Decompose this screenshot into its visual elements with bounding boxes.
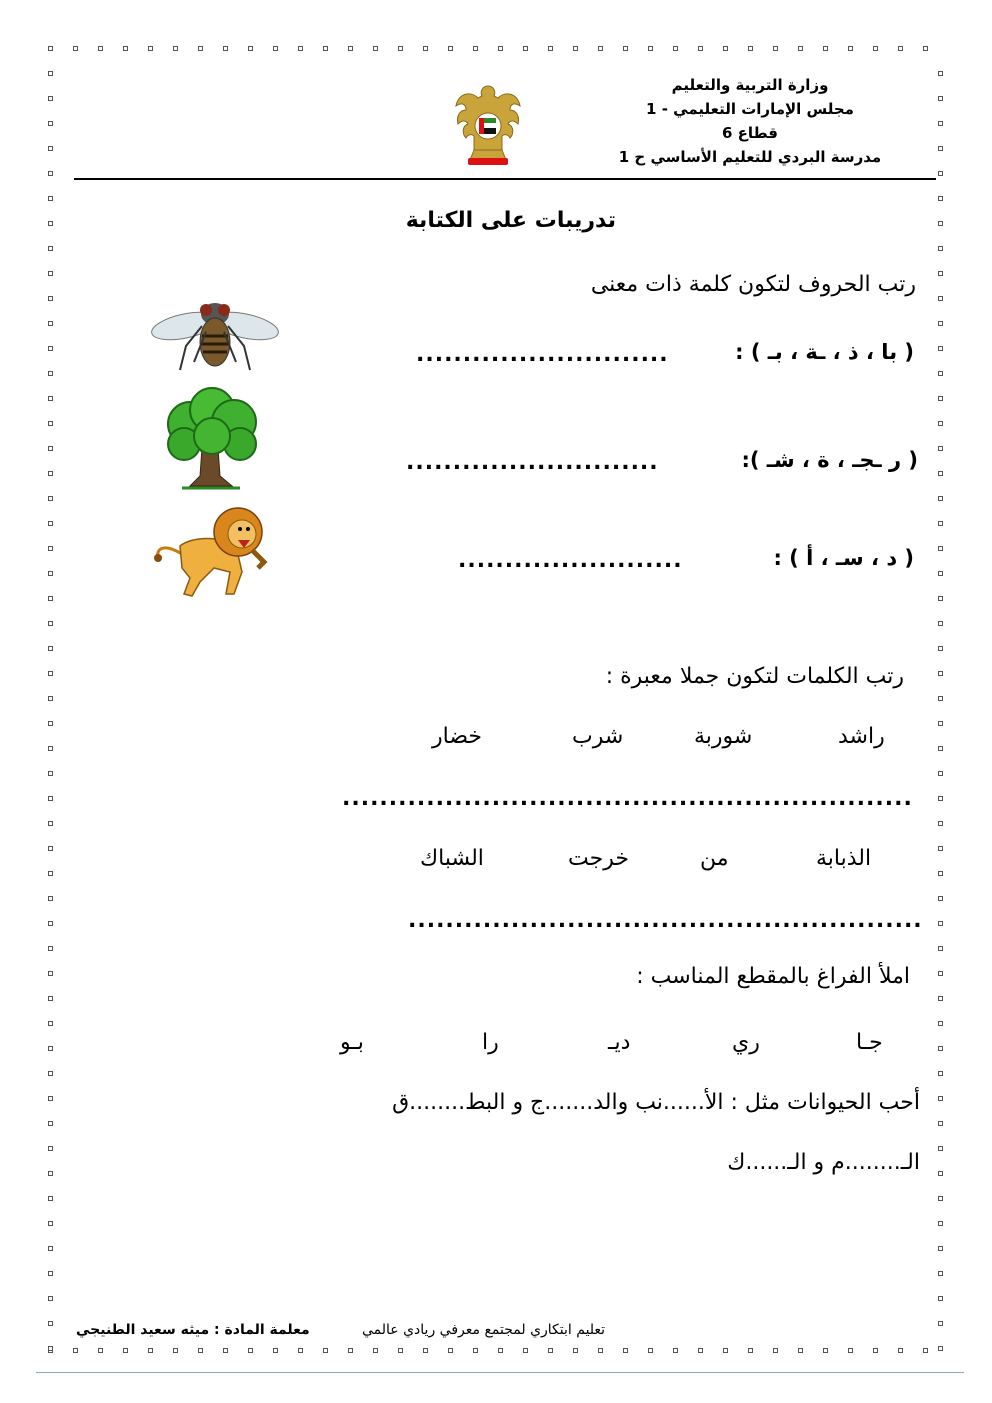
border-square bbox=[323, 46, 328, 51]
border-square bbox=[938, 1021, 943, 1026]
syllable-4: را bbox=[482, 1030, 499, 1055]
border-square bbox=[748, 46, 753, 51]
border-square bbox=[373, 1348, 378, 1353]
border-square bbox=[938, 221, 943, 226]
lion-image bbox=[152, 502, 274, 600]
border-square bbox=[98, 46, 103, 51]
border-square bbox=[938, 596, 943, 601]
border-square bbox=[848, 1348, 853, 1353]
border-square bbox=[398, 46, 403, 51]
border-square bbox=[123, 46, 128, 51]
border-square bbox=[48, 496, 53, 501]
border-square bbox=[448, 1348, 453, 1353]
fly-image bbox=[150, 292, 280, 384]
border-square bbox=[938, 321, 943, 326]
border-square bbox=[223, 46, 228, 51]
border-square bbox=[223, 1348, 228, 1353]
border-square bbox=[48, 746, 53, 751]
border-square bbox=[273, 46, 278, 51]
footer-motto: تعليم ابتكاري لمجتمع معرفي ريادي عالمي bbox=[362, 1322, 606, 1338]
border-square bbox=[48, 221, 53, 226]
border-square bbox=[498, 46, 503, 51]
border-square bbox=[623, 46, 628, 51]
border-square bbox=[48, 1346, 53, 1351]
border-square bbox=[48, 871, 53, 876]
falcon-emblem-icon bbox=[452, 80, 524, 168]
answer-blank-2[interactable]: ........................... bbox=[406, 450, 659, 475]
word-2-4: الشباك bbox=[420, 846, 484, 871]
border-square bbox=[938, 521, 943, 526]
border-square bbox=[938, 196, 943, 201]
border-square bbox=[938, 846, 943, 851]
border-square bbox=[938, 496, 943, 501]
border-square bbox=[148, 46, 153, 51]
border-square bbox=[938, 946, 943, 951]
section1-instruction: رتب الحروف لتكون كلمة ذات معنى bbox=[590, 272, 916, 297]
border-square bbox=[673, 46, 678, 51]
border-square bbox=[48, 1021, 53, 1026]
border-square bbox=[48, 46, 53, 51]
border-square bbox=[98, 1348, 103, 1353]
sentence-blank-2[interactable]: ....................................................... bbox=[408, 908, 923, 933]
border-square bbox=[48, 1096, 53, 1101]
border-square bbox=[938, 896, 943, 901]
tree-icon bbox=[160, 386, 262, 492]
border-square bbox=[48, 571, 53, 576]
border-square bbox=[938, 396, 943, 401]
section2-instruction: رتب الكلمات لتكون جملا معبرة : bbox=[605, 664, 904, 689]
fill-sentence-1[interactable]: أحب الحيوانات مثل : الأ......نب والد.......ج و البط........ق bbox=[392, 1090, 920, 1115]
border-square bbox=[773, 1348, 778, 1353]
border-square bbox=[773, 46, 778, 51]
border-square bbox=[938, 71, 943, 76]
border-square bbox=[48, 796, 53, 801]
border-square bbox=[938, 996, 943, 1001]
border-square bbox=[48, 96, 53, 101]
border-square bbox=[938, 1271, 943, 1276]
border-square bbox=[648, 1348, 653, 1353]
page-title: تدريبات على الكتابة bbox=[405, 208, 616, 233]
border-square bbox=[448, 46, 453, 51]
border-square bbox=[798, 46, 803, 51]
border-square bbox=[938, 1196, 943, 1201]
border-square bbox=[248, 1348, 253, 1353]
word-2-1: الذبابة bbox=[816, 846, 872, 871]
border-square bbox=[548, 46, 553, 51]
border-square bbox=[938, 146, 943, 151]
border-square bbox=[48, 246, 53, 251]
border-square bbox=[938, 1096, 943, 1101]
border-square bbox=[48, 671, 53, 676]
border-square bbox=[673, 1348, 678, 1353]
border-square bbox=[48, 1146, 53, 1151]
border-square bbox=[823, 46, 828, 51]
border-square bbox=[923, 46, 928, 51]
border-square bbox=[573, 1348, 578, 1353]
border-square bbox=[398, 1348, 403, 1353]
border-square bbox=[48, 1321, 53, 1326]
bottom-rule bbox=[36, 1372, 964, 1373]
border-square bbox=[48, 1071, 53, 1076]
border-square bbox=[48, 1171, 53, 1176]
border-square bbox=[48, 1271, 53, 1276]
border-square bbox=[48, 171, 53, 176]
border-square bbox=[823, 1348, 828, 1353]
border-square bbox=[938, 346, 943, 351]
sentence-blank-1[interactable]: ............................................................. bbox=[342, 786, 913, 811]
border-square bbox=[938, 746, 943, 751]
footer-teacher: معلمة المادة : ميثه سعيد الطنيجي bbox=[76, 1322, 310, 1338]
border-square bbox=[938, 1221, 943, 1226]
border-square bbox=[273, 1348, 278, 1353]
border-square bbox=[938, 621, 943, 626]
border-square bbox=[373, 46, 378, 51]
border-square bbox=[48, 521, 53, 526]
border-square bbox=[48, 771, 53, 776]
border-square bbox=[348, 1348, 353, 1353]
border-square bbox=[48, 996, 53, 1001]
border-square bbox=[48, 371, 53, 376]
border-square bbox=[498, 1348, 503, 1353]
border-square bbox=[938, 1071, 943, 1076]
word-2-3: خرجت bbox=[568, 846, 629, 871]
syllable-2: ري bbox=[732, 1030, 760, 1055]
border-square bbox=[473, 46, 478, 51]
header-divider bbox=[74, 178, 936, 180]
border-square bbox=[48, 1196, 53, 1201]
border-square bbox=[898, 46, 903, 51]
border-square bbox=[938, 96, 943, 101]
border-square bbox=[723, 46, 728, 51]
border-square bbox=[48, 121, 53, 126]
border-square bbox=[698, 1348, 703, 1353]
word-2-2: من bbox=[700, 846, 729, 871]
border-square bbox=[48, 1246, 53, 1251]
header-line-4: مدرسة البردي للتعليم الأساسي ح 1 bbox=[618, 148, 882, 166]
border-square bbox=[938, 1171, 943, 1176]
border-square bbox=[48, 621, 53, 626]
border-square bbox=[938, 371, 943, 376]
border-square bbox=[48, 346, 53, 351]
word-1-3: شرب bbox=[572, 724, 624, 749]
border-square bbox=[48, 596, 53, 601]
border-square bbox=[523, 1348, 528, 1353]
border-square bbox=[748, 1348, 753, 1353]
border-square bbox=[48, 846, 53, 851]
section3-instruction: املأ الفراغ بالمقطع المناسب : bbox=[636, 964, 910, 989]
border-square bbox=[938, 871, 943, 876]
header-line-1: وزارة التربية والتعليم bbox=[671, 76, 829, 94]
syllable-3: ديـ bbox=[608, 1030, 631, 1055]
border-square bbox=[48, 1296, 53, 1301]
border-square bbox=[938, 471, 943, 476]
border-square bbox=[898, 1348, 903, 1353]
border-square bbox=[648, 46, 653, 51]
border-square bbox=[938, 171, 943, 176]
header-line-3: قطاع 6 bbox=[722, 124, 778, 142]
border-square bbox=[48, 146, 53, 151]
border-square bbox=[173, 46, 178, 51]
fly-icon bbox=[150, 292, 280, 384]
border-square bbox=[938, 721, 943, 726]
border-square bbox=[48, 1221, 53, 1226]
border-square bbox=[48, 271, 53, 276]
border-square bbox=[48, 1121, 53, 1126]
border-square bbox=[938, 796, 943, 801]
border-square bbox=[298, 46, 303, 51]
border-square bbox=[48, 721, 53, 726]
border-square bbox=[73, 1348, 78, 1353]
border-square bbox=[48, 896, 53, 901]
letters-prompt-3: ( د ، سـ ، أ ) : bbox=[773, 546, 914, 570]
border-square bbox=[473, 1348, 478, 1353]
border-square bbox=[938, 1321, 943, 1326]
border-square bbox=[938, 971, 943, 976]
border-square bbox=[48, 396, 53, 401]
border-square bbox=[938, 646, 943, 651]
border-square bbox=[938, 421, 943, 426]
border-square bbox=[723, 1348, 728, 1353]
border-square bbox=[123, 1348, 128, 1353]
border-square bbox=[323, 1348, 328, 1353]
header-line-2: مجلس الإمارات التعليمي - 1 bbox=[646, 100, 854, 118]
border-square bbox=[48, 71, 53, 76]
border-square bbox=[938, 696, 943, 701]
border-square bbox=[73, 46, 78, 51]
border-square bbox=[48, 446, 53, 451]
border-square bbox=[48, 696, 53, 701]
border-square bbox=[198, 46, 203, 51]
border-square bbox=[938, 671, 943, 676]
border-square bbox=[598, 1348, 603, 1353]
border-square bbox=[48, 421, 53, 426]
border-square bbox=[523, 46, 528, 51]
answer-blank-3[interactable]: ........................ bbox=[458, 548, 683, 573]
border-square bbox=[48, 471, 53, 476]
border-square bbox=[48, 971, 53, 976]
border-square bbox=[938, 821, 943, 826]
border-square bbox=[938, 1296, 943, 1301]
syllable-1: جـا bbox=[856, 1030, 883, 1055]
fill-sentence-2[interactable]: الـ........م و الـ......ك bbox=[727, 1150, 920, 1175]
letters-prompt-2: ( ر ـجـ ، ة ، شـ ): bbox=[741, 448, 918, 472]
word-1-4: خضار bbox=[432, 724, 483, 749]
word-1-2: شوربة bbox=[694, 724, 753, 749]
border-square bbox=[423, 46, 428, 51]
word-1-1: راشد bbox=[838, 724, 885, 749]
border-square bbox=[48, 546, 53, 551]
answer-blank-1[interactable]: ........................... bbox=[416, 342, 669, 367]
border-square bbox=[348, 46, 353, 51]
border-square bbox=[938, 921, 943, 926]
border-square bbox=[923, 1348, 928, 1353]
border-square bbox=[623, 1348, 628, 1353]
border-square bbox=[938, 246, 943, 251]
border-square bbox=[938, 1121, 943, 1126]
uae-emblem bbox=[452, 80, 524, 168]
border-square bbox=[48, 646, 53, 651]
border-square bbox=[298, 1348, 303, 1353]
border-square bbox=[48, 1046, 53, 1051]
letters-prompt-1: ( با ، ذ ، ـة ، بـ ) : bbox=[735, 340, 914, 364]
border-square bbox=[848, 46, 853, 51]
border-square bbox=[548, 1348, 553, 1353]
border-square bbox=[938, 1146, 943, 1151]
border-square bbox=[938, 271, 943, 276]
border-square bbox=[938, 446, 943, 451]
border-square bbox=[48, 196, 53, 201]
border-square bbox=[48, 946, 53, 951]
border-square bbox=[873, 1348, 878, 1353]
tree-image bbox=[160, 386, 262, 492]
border-square bbox=[248, 46, 253, 51]
border-square bbox=[938, 1346, 943, 1351]
border-square bbox=[48, 921, 53, 926]
border-square bbox=[48, 321, 53, 326]
border-square bbox=[698, 46, 703, 51]
border-square bbox=[938, 1246, 943, 1251]
border-square bbox=[198, 1348, 203, 1353]
border-square bbox=[873, 46, 878, 51]
border-square bbox=[48, 821, 53, 826]
border-square bbox=[573, 46, 578, 51]
border-square bbox=[798, 1348, 803, 1353]
border-square bbox=[148, 1348, 153, 1353]
border-square bbox=[173, 1348, 178, 1353]
border-square bbox=[938, 571, 943, 576]
border-square bbox=[938, 1046, 943, 1051]
border-square bbox=[48, 296, 53, 301]
syllable-5: بـو bbox=[340, 1030, 364, 1055]
border-square bbox=[423, 1348, 428, 1353]
border-square bbox=[938, 546, 943, 551]
border-square bbox=[938, 771, 943, 776]
border-square bbox=[938, 296, 943, 301]
border-square bbox=[938, 121, 943, 126]
border-square bbox=[598, 46, 603, 51]
lion-icon bbox=[152, 502, 274, 600]
